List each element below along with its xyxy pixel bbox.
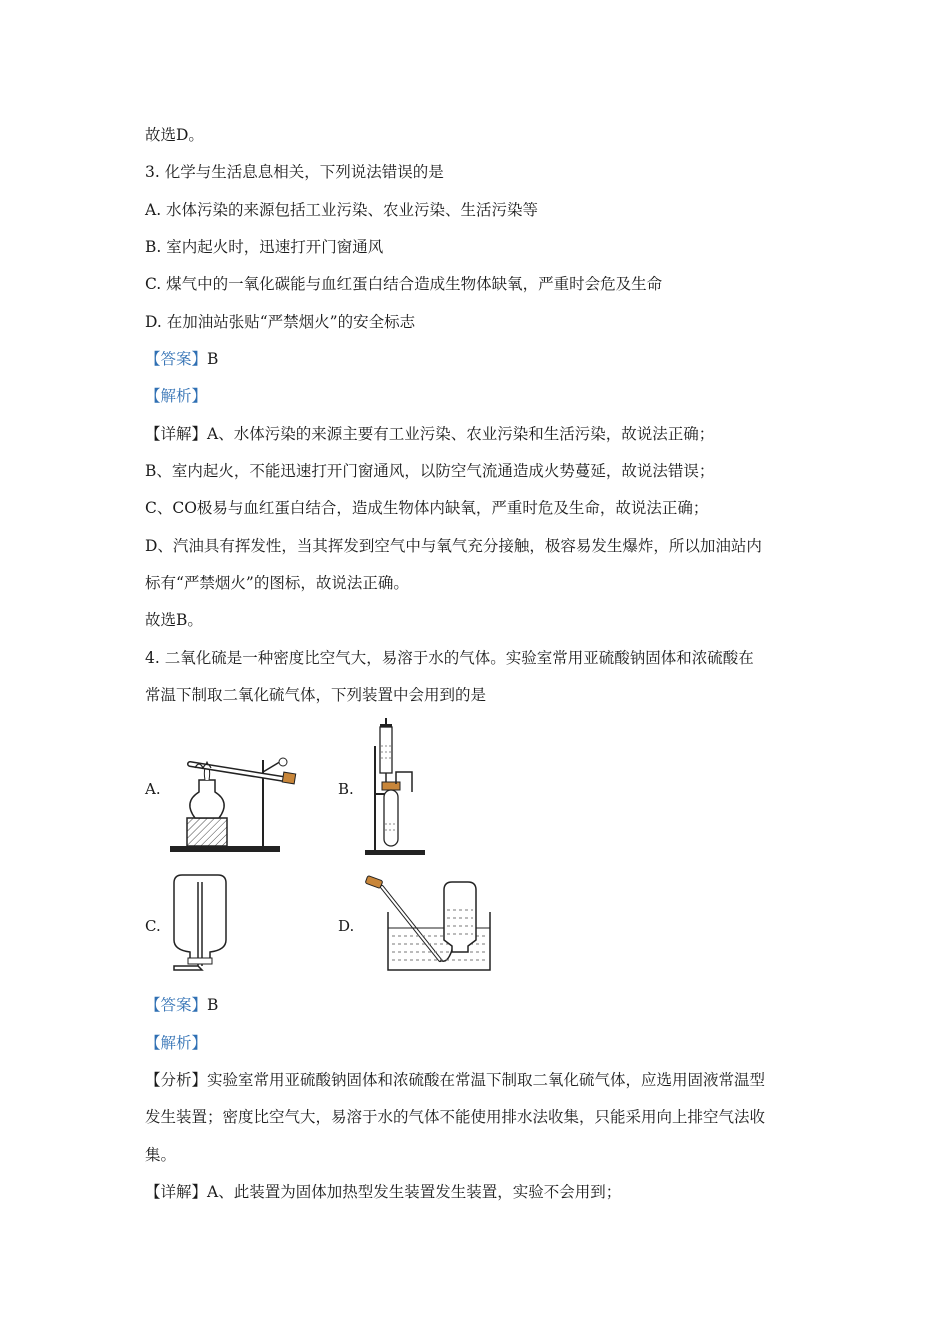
option-d: D. 在加油站张贴“严禁烟火”的安全标志 (145, 313, 416, 331)
analysis-line: 集。 (145, 1146, 177, 1164)
detail-tag: 【详解】 (145, 1183, 208, 1201)
apparatus-c-figure (170, 870, 230, 975)
analysis-tag-line (145, 1033, 207, 1053)
answer-line: 【答案】B (145, 350, 219, 368)
apparatus-b-figure (360, 716, 440, 858)
analysis-line: 发生装置；密度比空气大，易溶于水的气体不能使用排水法收集，只能采用向上排空气法收 (145, 1108, 766, 1126)
option-c: C. 煤气中的一氧化碳能与血红蛋白结合造成生物体缺氧，严重时会危及生命 (145, 275, 663, 293)
question-4: 4. 二氧化硫是一种密度比空气大，易溶于水的气体。实验室常用亚硫酸钠固体和浓硫酸在 (145, 649, 754, 667)
text-line: 故选B。 (145, 611, 203, 629)
detail-line: D、汽油具有挥发性，当其挥发到空气中与氧气充分接触，极容易发生爆炸，所以加油站内 (145, 537, 762, 555)
fenxi-tag: 【分析】 (145, 1071, 208, 1089)
analysis-tag: 【解析】 (145, 1034, 208, 1052)
answer-tag: 【答案】 (145, 996, 208, 1014)
detail-line: 【详解】A、水体污染的来源主要有工业污染、农业污染和生活污染，故说法正确； (145, 425, 715, 443)
text-line: 故选D。 (145, 126, 204, 144)
apparatus-a-heating-figure (165, 740, 310, 860)
answer-tag: 【答案】 (145, 350, 208, 368)
detail-line: C、CO极易与血红蛋白结合，造成生物体内缺氧，严重时危及生命，故说法正确； (145, 499, 709, 517)
figure-label-a: A. (145, 780, 161, 798)
detail-tag: 【详解】 (145, 425, 208, 443)
analysis-line: 【分析】实验室常用亚硫酸钠固体和浓硫酸在常温下制取二氧化硫气体，应选用固液常温型 (145, 1071, 766, 1089)
figure-label-b: B. (338, 780, 354, 798)
analysis-tag: 【解析】 (145, 387, 208, 405)
apparatus-d-figure (362, 870, 497, 975)
option-b: B. 室内起火时，迅速打开门窗通风 (145, 238, 384, 256)
figure-label-c: C. (145, 917, 161, 935)
detail-line: B、室内起火，不能迅速打开门窗通风，以防空气流通造成火势蔓延，故说法错误； (145, 462, 715, 480)
option-a: A. 水体污染的来源包括工业污染、农业污染、生活污染等 (145, 201, 539, 219)
question-3: 3. 化学与生活息息相关，下列说法错误的是 (145, 163, 444, 181)
detail-line: 标有“严禁烟火”的图标，故说法正确。 (145, 574, 409, 592)
detail-line: 【详解】A、此装置为固体加热型发生装置发生装置，实验不会用到； (145, 1183, 622, 1201)
analysis-tag-line (145, 386, 207, 406)
question-4-cont: 常温下制取二氧化硫气体，下列装置中会用到的是 (145, 686, 487, 704)
figure-label-d: D. (338, 917, 355, 935)
answer-line: 【答案】B (145, 996, 219, 1014)
